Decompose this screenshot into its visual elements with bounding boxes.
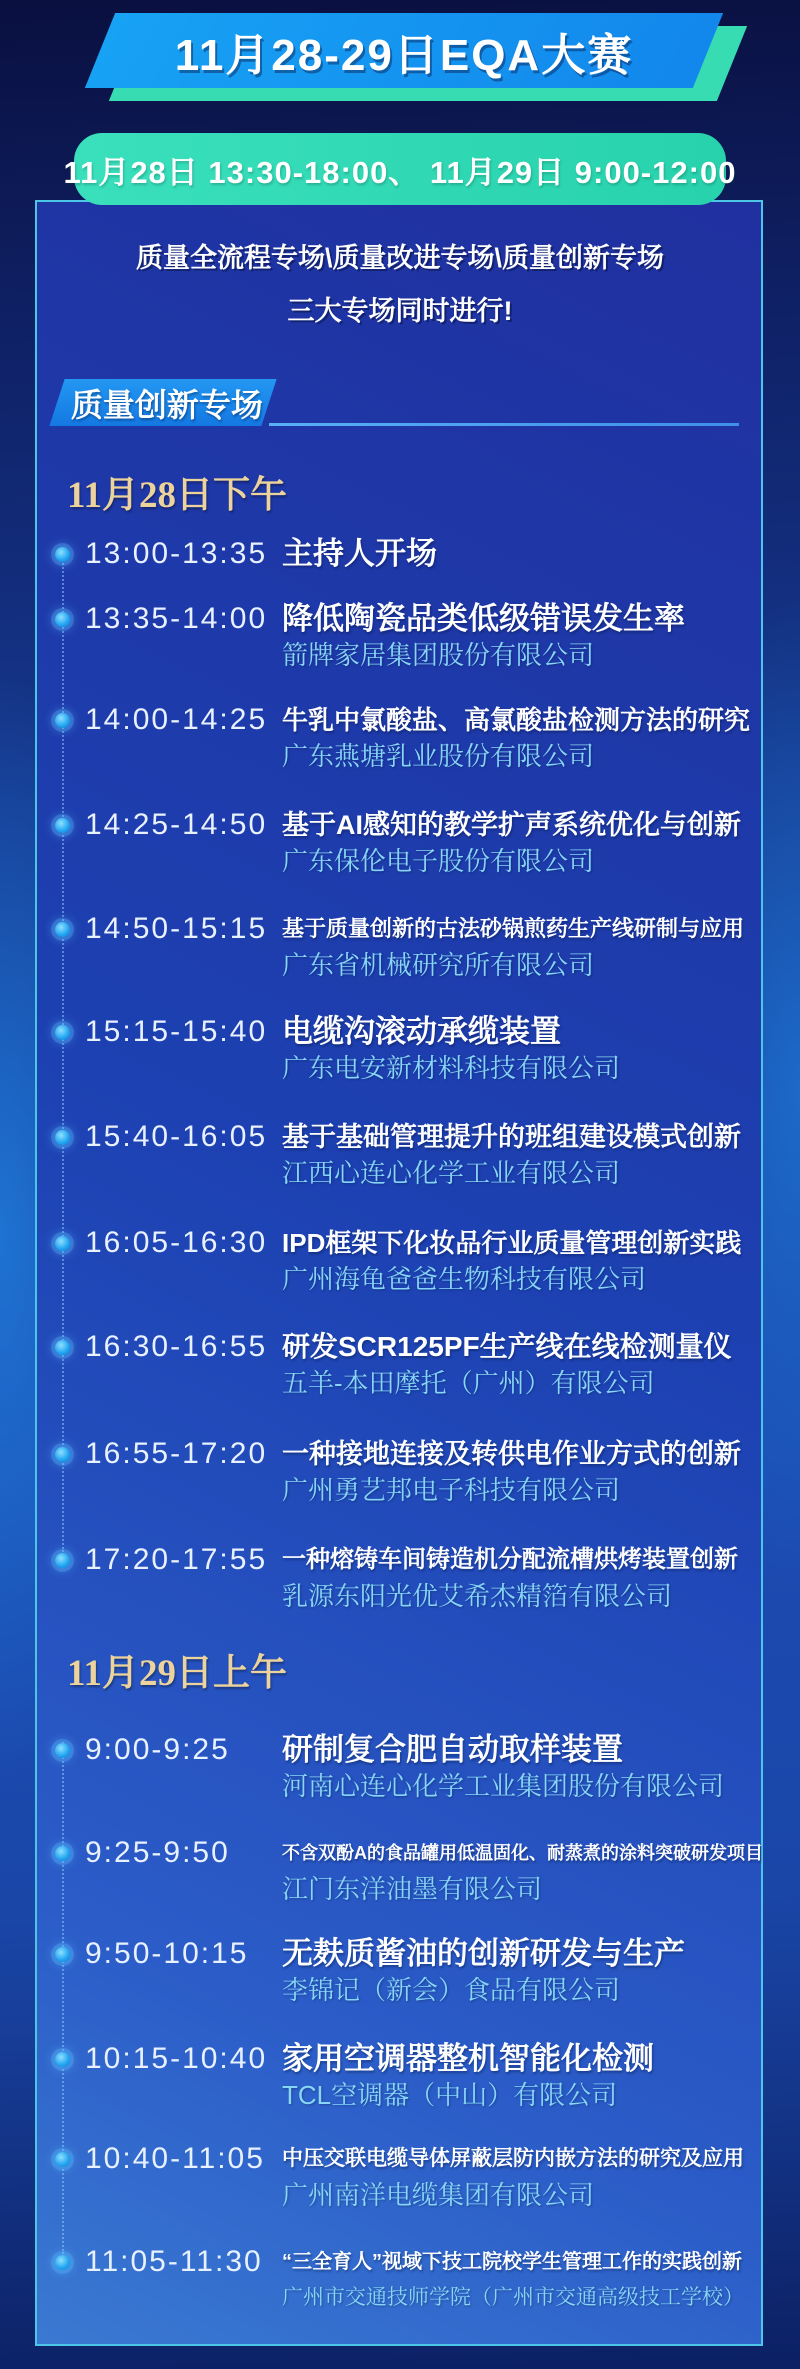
item-topic: 一种熔铸车间铸造机分配流槽烘烤装置创新 (282, 1546, 738, 1573)
day2-schedule (37, 1730, 761, 2330)
section-chip (49, 379, 276, 426)
item-topic: 一种接地连接及转供电作业方式的创新 (282, 1439, 741, 1469)
item-topic: 家用空调器整机智能化检测 (282, 2041, 654, 2076)
item-topic: 基于质量创新的古法砂锅煎药生产线研制与应用 (282, 916, 745, 941)
item-topic: “三全育人”视域下技工院校学生管理工作的实践创新 (282, 2251, 742, 2273)
headline-line2: 三大专场同时进行! (287, 296, 513, 326)
headline-line1: 质量全流程专场\质量改进专场\质量创新专场 (135, 243, 664, 273)
timeline-dot-icon (55, 1743, 70, 1758)
timeline-dot-icon (55, 1447, 70, 1462)
timeline-dot-icon (55, 2152, 70, 2167)
timeline-dot-icon (55, 1846, 70, 1861)
item-time: 9:25-9:50 (85, 1836, 230, 1869)
item-time: 15:15-15:40 (85, 1015, 268, 1048)
timeline-dot-icon (55, 1130, 70, 1145)
item-topic: 基于基础管理提升的班组建设模式创新 (282, 1122, 741, 1152)
timeline-dot-icon (55, 1553, 70, 1568)
item-time: 17:20-17:55 (85, 1543, 268, 1576)
item-topic: 主持人开场 (282, 536, 437, 571)
timeline-dot-icon (55, 1236, 70, 1251)
item-company: 江门东洋油墨有限公司 (282, 1874, 543, 1904)
item-time: 15:40-16:05 (85, 1120, 268, 1153)
item-time: 9:00-9:25 (85, 1733, 230, 1766)
item-company: 广州市交通技师学院（广州市交通高级技工学校） (282, 2286, 744, 2309)
item-company: 五羊-本田摩托（广州）有限公司 (282, 1368, 655, 1398)
item-company: 河南心连心化学工业集团股份有限公司 (282, 1771, 725, 1801)
item-time: 14:25-14:50 (85, 808, 268, 841)
item-topic: 无麸质酱油的创新研发与生产 (282, 1936, 685, 1971)
timeline-dot-icon (55, 818, 70, 833)
item-time: 11:05-11:30 (85, 2245, 263, 2278)
item-company: 广东省机械研究所有限公司 (282, 950, 595, 980)
item-company: 广州海龟爸爸生物科技有限公司 (282, 1264, 647, 1294)
event-time-text: 11月28日 13:30-18:00、 11月29日 9:00-12:00 (63, 154, 737, 190)
item-time: 9:50-10:15 (85, 1937, 249, 1970)
timeline-dot-icon (55, 2255, 70, 2270)
event-time-pill (63, 133, 737, 205)
day2-date-header: 11月29日上午 (67, 1653, 287, 1694)
timeline-dot-icon (55, 612, 70, 627)
item-time: 13:00-13:35 (85, 537, 268, 570)
timeline-dot-icon (55, 547, 70, 562)
day1-date-header: 11月28日下午 (67, 475, 287, 516)
day1-schedule (37, 532, 761, 1632)
item-company: 乳源东阳光优艾希杰精箔有限公司 (282, 1581, 673, 1611)
section-title: 质量创新专场 (71, 386, 264, 423)
item-topic: 基于AI感知的教学扩声系统优化与创新 (282, 810, 741, 840)
timeline-dot-icon (55, 713, 70, 728)
item-topic: 电缆沟滚动承缆装置 (282, 1014, 561, 1049)
item-time: 13:35-14:00 (85, 602, 268, 635)
item-company: 广东燕塘乳业股份有限公司 (282, 741, 595, 771)
event-title: 11月28-29日EQA大赛 (174, 30, 634, 80)
timeline-dot-icon (55, 922, 70, 937)
timeline-dotted-line (62, 1742, 64, 2254)
item-company: 李锦记（新会）食品有限公司 (282, 1975, 621, 2005)
item-time: 10:40-11:05 (85, 2142, 265, 2175)
item-company: 广州勇艺邦电子科技有限公司 (282, 1475, 621, 1505)
title-banner (100, 13, 708, 88)
item-time: 14:50-15:15 (85, 912, 268, 945)
item-topic: 研发SCR125PF生产线在线检测量仪 (282, 1331, 732, 1362)
item-company: 江西心连心化学工业有限公司 (282, 1158, 621, 1188)
item-company: 广东电安新材料科技有限公司 (282, 1053, 621, 1083)
item-topic: 不含双酚A的食品罐用低温固化、耐蒸煮的涂料突破研发项目 (282, 1843, 763, 1863)
item-topic: 牛乳中氯酸盐、高氯酸盐检测方法的研究 (282, 705, 751, 735)
item-time: 16:55-17:20 (85, 1437, 268, 1470)
schedule-panel (35, 200, 763, 2346)
timeline-dot-icon (55, 1947, 70, 1962)
item-company: 广州南洋电缆集团有限公司 (282, 2180, 595, 2210)
item-topic: IPD框架下化妆品行业质量管理创新实践 (282, 1228, 742, 1258)
timeline-dot-icon (55, 2052, 70, 2067)
item-company: 箭牌家居集团股份有限公司 (282, 640, 595, 670)
item-time: 10:15-10:40 (85, 2042, 268, 2075)
item-topic: 中压交联电缆导体屏蔽层防内嵌方法的研究及应用 (282, 2147, 744, 2170)
section-underline (269, 423, 739, 426)
item-time: 16:30-16:55 (85, 1330, 268, 1363)
banner-plate (85, 13, 723, 88)
item-topic: 降低陶瓷品类低级错误发生率 (282, 601, 685, 636)
headline (0, 232, 800, 338)
item-time: 14:00-14:25 (85, 703, 268, 736)
item-topic: 研制复合肥自动取样装置 (282, 1732, 623, 1767)
item-company: 广东保伦电子股份有限公司 (282, 846, 595, 876)
item-time: 16:05-16:30 (85, 1226, 268, 1259)
timeline-dotted-line (62, 552, 64, 1552)
timeline-dot-icon (55, 1340, 70, 1355)
item-company: TCL空调器（中山）有限公司 (282, 2080, 618, 2110)
timeline-dot-icon (55, 1025, 70, 1040)
